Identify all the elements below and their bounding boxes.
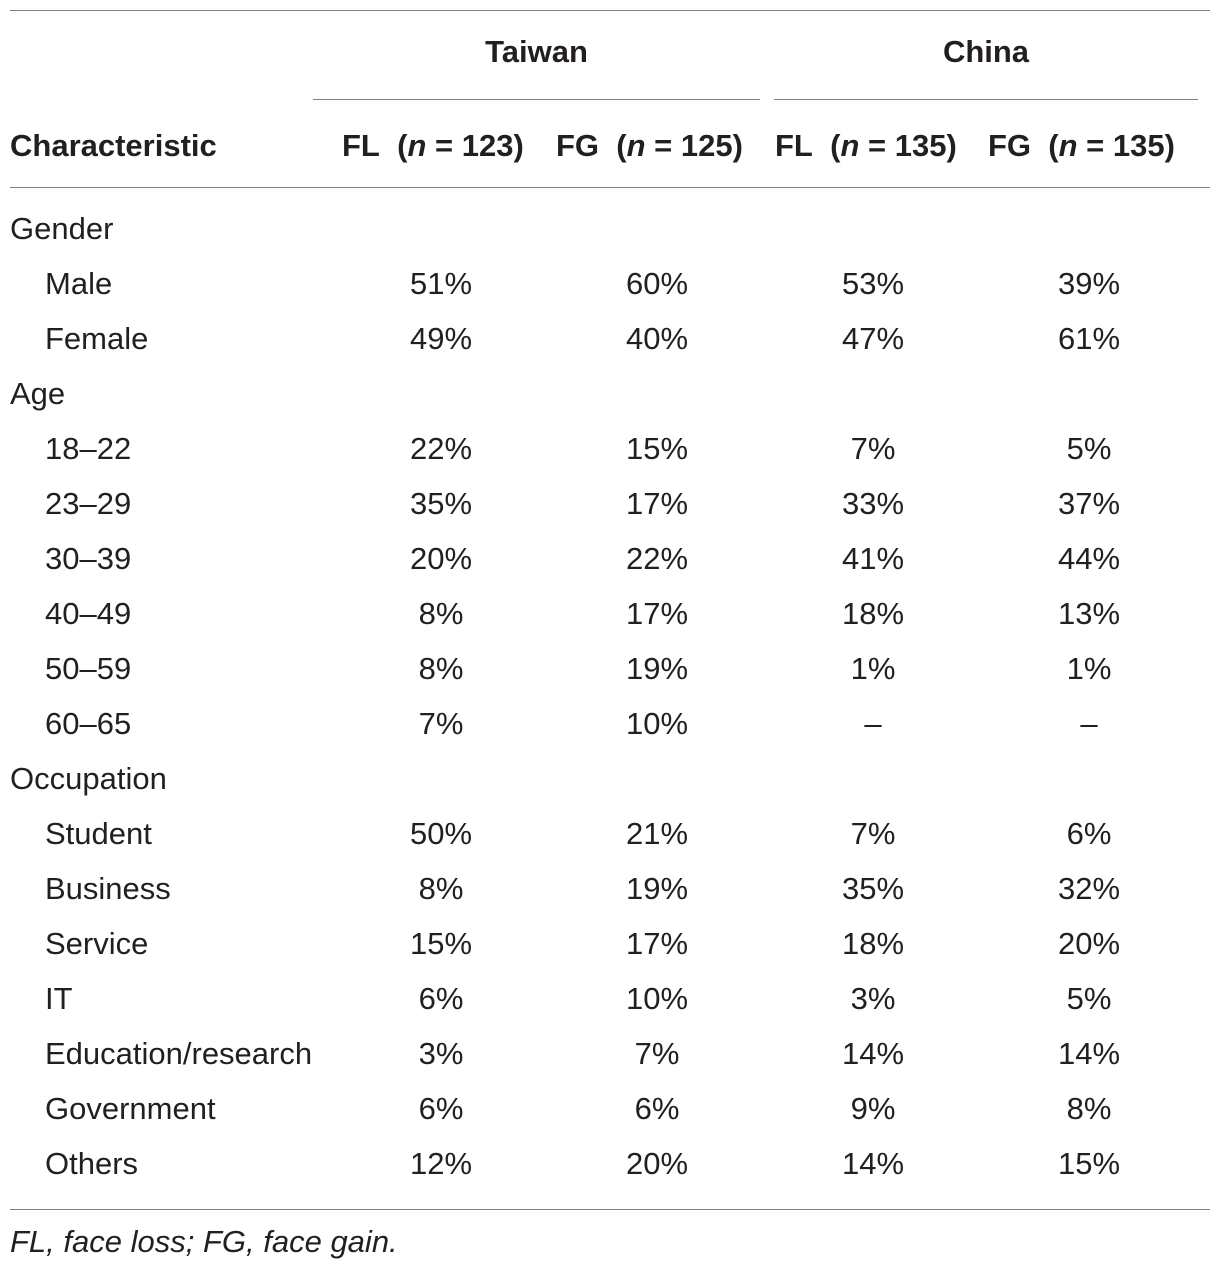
row-label: 60–65	[45, 706, 132, 741]
table-cell: 3%	[850, 981, 896, 1016]
column-code: FG	[556, 128, 600, 163]
table-cell: –	[1080, 706, 1098, 741]
table-cell: 1%	[850, 651, 896, 686]
table-cell: 60%	[625, 266, 689, 301]
section-label: Age	[10, 376, 66, 411]
table-row	[0, 1083, 1221, 1138]
table-row	[0, 698, 1221, 753]
table-cell: 19%	[625, 871, 689, 906]
table-cell: 7%	[850, 816, 896, 851]
table-cell: 1%	[1066, 651, 1112, 686]
table-cell: 6%	[418, 1091, 464, 1126]
table-cell: 8%	[418, 651, 464, 686]
section-label: Gender	[10, 211, 114, 246]
table-row	[0, 533, 1221, 588]
table-row	[0, 423, 1221, 478]
table-cell: 39%	[1057, 266, 1121, 301]
section-row	[0, 753, 1221, 808]
row-label: Business	[45, 871, 171, 906]
table-cell: 8%	[418, 871, 464, 906]
n-symbol: n	[407, 128, 427, 163]
table-cell: 33%	[841, 486, 905, 521]
table-cell: 9%	[850, 1091, 896, 1126]
characteristic-header: Characteristic	[10, 128, 217, 163]
column-code: FL	[342, 128, 380, 163]
table-bottom-rule	[10, 1209, 1210, 1210]
table-cell: 35%	[409, 486, 473, 521]
table-row	[0, 1028, 1221, 1083]
table-cell: 15%	[1057, 1146, 1121, 1181]
taiwan-group-rule	[313, 99, 760, 100]
table-cell: 40%	[625, 321, 689, 356]
group-header-taiwan: Taiwan	[485, 34, 588, 69]
table-cell: 51%	[409, 266, 473, 301]
table-row	[0, 478, 1221, 533]
n-symbol: n	[840, 128, 860, 163]
table-cell: 21%	[625, 816, 689, 851]
table-cell: 18%	[841, 926, 905, 961]
row-label: Education/research	[45, 1036, 313, 1071]
table-cell: 7%	[634, 1036, 680, 1071]
table-cell: 6%	[1066, 816, 1112, 851]
table-row	[0, 863, 1221, 918]
table-cell: 47%	[841, 321, 905, 356]
n-symbol: n	[626, 128, 646, 163]
table-cell: 50%	[409, 816, 473, 851]
row-label: 50–59	[45, 651, 132, 686]
column-header-china-fl: FL (n = 135)	[775, 128, 957, 163]
row-label: Government	[45, 1091, 216, 1126]
n-symbol: n	[1058, 128, 1078, 163]
row-label: 30–39	[45, 541, 132, 576]
column-header-taiwan-fg: FG (n = 125)	[556, 128, 743, 163]
table-cell: 32%	[1057, 871, 1121, 906]
section-row	[0, 203, 1221, 258]
row-label: Female	[45, 321, 149, 356]
table-cell: 17%	[625, 926, 689, 961]
table-cell: 61%	[1057, 321, 1121, 356]
table-cell: 14%	[841, 1036, 905, 1071]
table-cell: 18%	[841, 596, 905, 631]
column-n: 135	[1112, 128, 1165, 163]
table-cell: 6%	[634, 1091, 680, 1126]
column-n: 135	[894, 128, 947, 163]
table-cell: 15%	[409, 926, 473, 961]
table-cell: 3%	[418, 1036, 464, 1071]
table-cell: 8%	[418, 596, 464, 631]
row-label: 23–29	[45, 486, 132, 521]
section-label: Occupation	[10, 761, 167, 796]
row-label: 18–22	[45, 431, 132, 466]
table-cell: 7%	[850, 431, 896, 466]
table-cell: 6%	[418, 981, 464, 1016]
row-label: Service	[45, 926, 149, 961]
column-header-taiwan-fl: FL (n = 123)	[342, 128, 524, 163]
table-cell: 20%	[409, 541, 473, 576]
column-header-china-fg: FG (n = 135)	[988, 128, 1175, 163]
table-cell: 20%	[1057, 926, 1121, 961]
column-n: 125	[680, 128, 733, 163]
table-cell: 44%	[1057, 541, 1121, 576]
table-row	[0, 643, 1221, 698]
column-code: FG	[988, 128, 1032, 163]
table-cell: 19%	[625, 651, 689, 686]
top-rule	[10, 10, 1210, 11]
row-label: Others	[45, 1146, 139, 1181]
table-cell: 5%	[1066, 431, 1112, 466]
table-cell: 41%	[841, 541, 905, 576]
table-cell: 17%	[625, 596, 689, 631]
row-label: 40–49	[45, 596, 132, 631]
column-n: 123	[461, 128, 514, 163]
table-cell: 8%	[1066, 1091, 1112, 1126]
table-cell: 12%	[409, 1146, 473, 1181]
table-cell: 20%	[625, 1146, 689, 1181]
table-cell: 17%	[625, 486, 689, 521]
table-cell: 22%	[625, 541, 689, 576]
table-cell: 14%	[1057, 1036, 1121, 1071]
header-bottom-rule	[10, 187, 1210, 188]
table-cell: 15%	[625, 431, 689, 466]
table-cell: 10%	[625, 706, 689, 741]
table-cell: 5%	[1066, 981, 1112, 1016]
table-row	[0, 973, 1221, 1028]
table-cell: 13%	[1057, 596, 1121, 631]
table-row	[0, 808, 1221, 863]
section-row	[0, 368, 1221, 423]
table-row	[0, 588, 1221, 643]
table-row	[0, 1138, 1221, 1193]
table-cell: –	[864, 706, 882, 741]
table-cell: 53%	[841, 266, 905, 301]
table-row	[0, 258, 1221, 313]
row-label: Student	[45, 816, 152, 851]
column-code: FL	[775, 128, 813, 163]
table-cell: 35%	[841, 871, 905, 906]
china-group-rule	[774, 99, 1198, 100]
table-row	[0, 313, 1221, 368]
table-cell: 37%	[1057, 486, 1121, 521]
table-cell: 22%	[409, 431, 473, 466]
table-cell: 14%	[841, 1146, 905, 1181]
row-label: Male	[45, 266, 113, 301]
table-footnote: FL, face loss; FG, face gain.	[10, 1224, 398, 1259]
table-cell: 7%	[418, 706, 464, 741]
table-cell: 49%	[409, 321, 473, 356]
row-label: IT	[45, 981, 73, 1016]
table-row	[0, 918, 1221, 973]
table-cell: 10%	[625, 981, 689, 1016]
group-header-china: China	[942, 34, 1030, 69]
